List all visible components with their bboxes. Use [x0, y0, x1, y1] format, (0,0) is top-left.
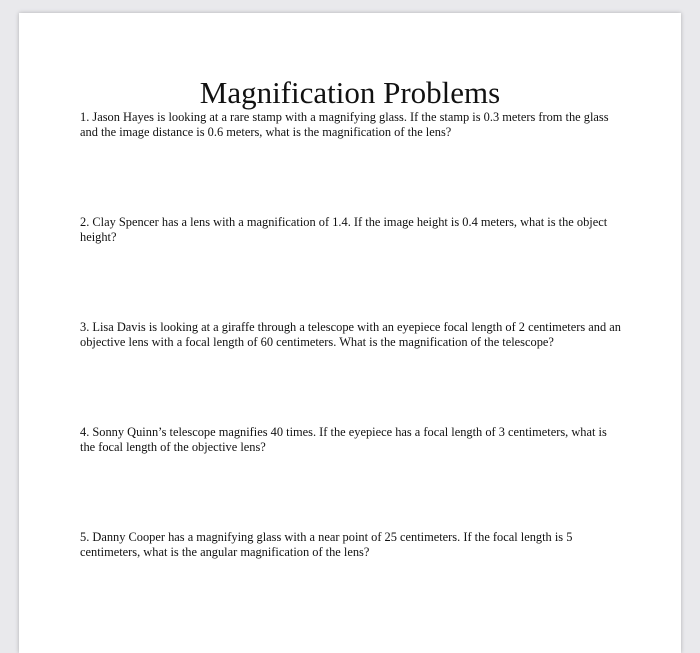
problem-3: 3. Lisa Davis is looking at a giraffe through a telescope with an eyepiece focal length of 2 centimeters and an objective lens with a focal length of 60 centimeters. What is the magnification of the telescope? — [80, 320, 621, 349]
problem-1: 1. Jason Hayes is looking at a rare stamp with a magnifying glass. If the stamp is 0.3 meters from the glass and the image distance is 0.6 meters, what is the magnification of the lens? — [80, 110, 609, 139]
problem-5: 5. Danny Cooper has a magnifying glass with a near point of 25 centimeters. If the focal length is 5 centimeters, what is the angular magnification of the lens? — [80, 530, 573, 559]
worksheet-page — [19, 13, 681, 653]
page-title: Magnification Problems — [199, 75, 501, 110]
problem-4: 4. Sonny Quinn’s telescope magnifies 40 times. If the eyepiece has a focal length of 3 centimeters, what is the focal length of the objective lens? — [80, 425, 607, 454]
problem-2: 2. Clay Spencer has a lens with a magnification of 1.4. If the image height is 0.4 meters, what is the object height? — [80, 215, 608, 244]
